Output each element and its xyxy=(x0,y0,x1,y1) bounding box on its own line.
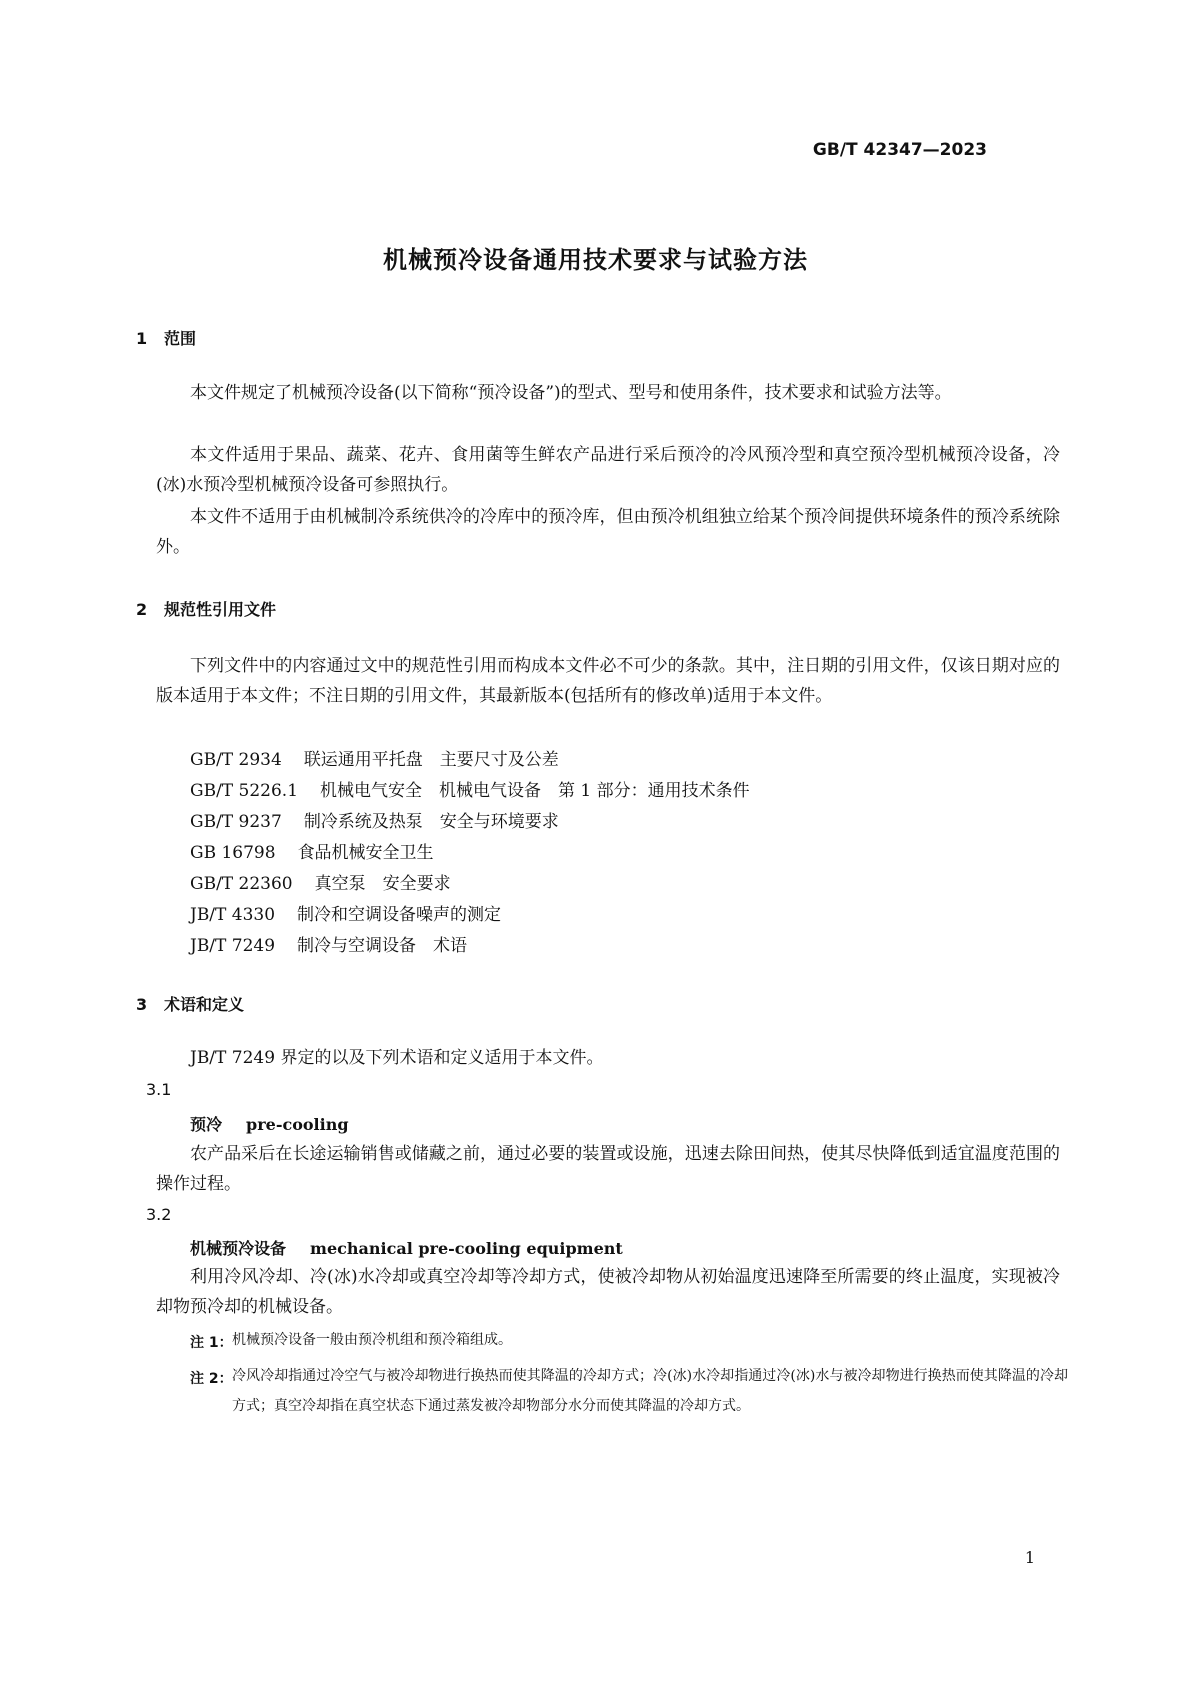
section-number: 1 xyxy=(136,329,148,348)
note-label: 注 2： xyxy=(190,1371,233,1387)
reference-title: 制冷系统及热泵 安全与环境要求 xyxy=(303,812,559,832)
term-en: mechanical pre-cooling equipment xyxy=(310,1239,623,1258)
reference-code: GB/T 5226.1 xyxy=(190,781,299,801)
section-1-heading xyxy=(136,326,196,349)
reference-item xyxy=(190,838,434,863)
reference-code: JB/T 7249 xyxy=(190,936,276,956)
reference-code: GB/T 22360 xyxy=(190,874,293,894)
reference-code: GB 16798 xyxy=(190,843,276,863)
term-definition: 农产品采后在长途运输销售或储藏之前，通过必要的装置或设施，迅速去除田间热，使其尽快降低到适宜温度范围的操作过程。 xyxy=(156,1144,1060,1194)
note-label: 注 1： xyxy=(190,1335,233,1351)
reference-title: 真空泵 安全要求 xyxy=(314,874,451,894)
reference-item xyxy=(190,931,467,956)
reference-item xyxy=(190,900,501,925)
section-number: 3 xyxy=(136,995,148,1014)
paragraph: 本文件不适用于由机械制冷系统供冷的冷库中的预冷库，但由预冷机组独立给某个预冷间提供环境条件的预冷系统除外。 xyxy=(156,507,1060,557)
page-number: 1 xyxy=(1024,1548,1035,1567)
reference-item xyxy=(190,745,559,770)
section-title: 术语和定义 xyxy=(164,995,245,1014)
term-number: 3.2 xyxy=(146,1205,172,1224)
reference-title: 机械电气安全 机械电气设备 第 1 部分：通用技术条件 xyxy=(320,781,750,801)
section-number: 2 xyxy=(136,600,148,619)
term-heading xyxy=(190,1112,349,1135)
section-2-heading xyxy=(136,597,276,620)
section-title: 范围 xyxy=(164,329,197,348)
section-3-heading xyxy=(136,992,244,1015)
reference-item xyxy=(190,776,750,801)
reference-code: GB/T 2934 xyxy=(190,750,282,770)
paragraph: JB/T 7249 界定的以及下列术语和定义适用于本文件。 xyxy=(190,1048,604,1068)
reference-title: 制冷和空调设备噪声的测定 xyxy=(297,905,502,925)
section-title: 规范性引用文件 xyxy=(164,600,277,619)
reference-code: GB/T 9237 xyxy=(190,812,282,832)
reference-title: 联运通用平托盘 主要尺寸及公差 xyxy=(303,750,559,770)
standard-number: GB/T 42347—2023 xyxy=(812,140,987,160)
reference-title: 食品机械安全卫生 xyxy=(297,843,434,863)
reference-item xyxy=(190,807,559,832)
document-title: 机械预冷设备通用技术要求与试验方法 xyxy=(383,246,808,274)
reference-item xyxy=(190,869,451,894)
term-en: pre-cooling xyxy=(246,1115,349,1134)
note-text: 机械预冷设备一般由预冷机组和预冷箱组成。 xyxy=(232,1332,512,1348)
paragraph: 下列文件中的内容通过文中的规范性引用而构成本文件必不可少的条款。其中，注日期的引用文件，仅该日期对应的版本适用于本文件；不注日期的引用文件，其最新版本(包括所有的修改单)适用于本文件。 xyxy=(156,656,1060,706)
reference-title: 制冷与空调设备 术语 xyxy=(297,936,468,956)
term-definition: 利用冷风冷却、冷(冰)水冷却或真空冷却等冷却方式，使被冷却物从初始温度迅速降至所需要的终止温度，实现被冷却物预冷却的机械设备。 xyxy=(156,1267,1060,1317)
term-zh: 预冷 xyxy=(190,1115,223,1134)
paragraph: 本文件适用于果品、蔬菜、花卉、食用菌等生鲜农产品进行采后预冷的冷风预冷型和真空预冷型机械预冷设备，冷(冰)水预冷型机械预冷设备可参照执行。 xyxy=(156,445,1060,495)
term-number: 3.1 xyxy=(146,1080,172,1099)
paragraph: 本文件规定了机械预冷设备(以下简称“预冷设备”)的型式、型号和使用条件，技术要求和试验方法等。 xyxy=(190,383,952,403)
term-heading xyxy=(190,1236,623,1259)
term-zh: 机械预冷设备 xyxy=(190,1239,287,1258)
note-text: 冷风冷却指通过冷空气与被冷却物进行换热而使其降温的冷却方式；冷(冰)水冷却指通过冷(冰)水与被冷却物进行换热而使其降温的冷却方式；真空冷却指在真空状态下通过蒸发被冷却物部分水分而使其降温的冷却方式。 xyxy=(232,1368,1068,1414)
reference-code: JB/T 4330 xyxy=(190,905,276,925)
